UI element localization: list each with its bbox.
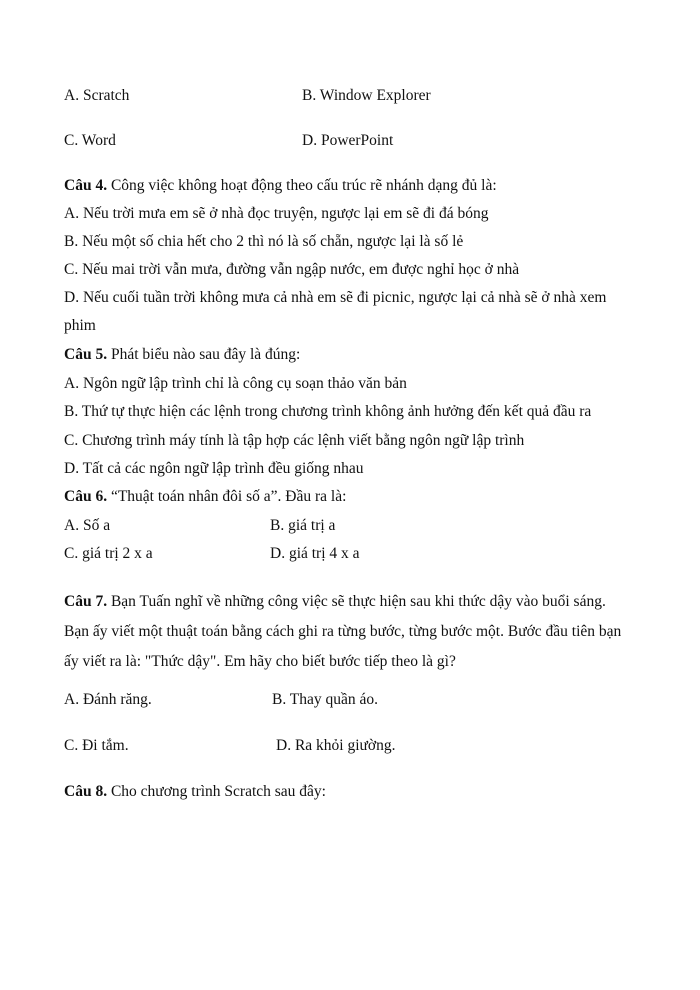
q7-option-a: A. Đánh răng.: [64, 691, 152, 708]
q3-option-c: C. Word: [64, 132, 116, 149]
q5-option-d: D. Tất cả các ngôn ngữ lập trình đều giống nhau: [64, 460, 364, 477]
q6-option-a: A. Số a: [64, 517, 111, 534]
q5-option-b: B. Thứ tự thực hiện các lệnh trong chương trình không ảnh hưởng đến kết quả đầu ra: [64, 403, 592, 420]
q8-text: Cho chương trình Scratch sau đây:: [107, 783, 326, 800]
q5-label: Câu 5.: [64, 346, 108, 363]
q6-option-c: C. giá trị 2 x a: [64, 545, 153, 562]
q4-option-d-cont: phim: [64, 317, 96, 334]
q5-option-c: C. Chương trình máy tính là tập hợp các lệnh viết bằng ngôn ngữ lập trình: [64, 432, 525, 449]
q4-question: [64, 176, 497, 196]
q5-text: Phát biểu nào sau đây là đúng:: [107, 346, 301, 363]
q7-label: Câu 7.: [64, 593, 108, 610]
q4-option-b: B. Nếu một số chia hết cho 2 thì nó là số chẵn, ngược lại là số lẻ: [64, 233, 464, 250]
q6-option-b: B. giá trị a: [270, 517, 336, 534]
q7-option-b: B. Thay quần áo.: [272, 691, 379, 708]
q8-label: Câu 8.: [64, 783, 108, 800]
q7-text-line3: ấy viết ra là: "Thức dậy". Em hãy cho biết bước tiếp theo là gì?: [64, 653, 456, 670]
q6-label: Câu 6.: [64, 488, 108, 505]
q5-option-a: A. Ngôn ngữ lập trình chỉ là công cụ soạn thảo văn bản: [64, 375, 407, 392]
q7-text-line1: Bạn Tuấn nghĩ về những công việc sẽ thực hiện sau khi thức dậy vào buổi sáng.: [107, 593, 606, 610]
q4-label: Câu 4.: [64, 177, 108, 194]
q6-question: [64, 487, 346, 507]
q6-text: “Thuật toán nhân đôi số a”. Đầu ra là:: [107, 488, 347, 505]
q7-option-c: C. Đi tắm.: [64, 737, 129, 754]
q8-question: [64, 782, 326, 802]
q7-text-line2: Bạn ấy viết một thuật toán bằng cách ghi ra từng bước, từng bước một. Bước đầu tiên bạn: [64, 623, 622, 640]
q4-option-d: D. Nếu cuối tuần trời không mưa cả nhà em sẽ đi picnic, ngược lại cả nhà sẽ ở nhà xem: [64, 289, 607, 306]
q6-option-d: D. giá trị 4 x a: [270, 545, 360, 562]
q4-option-c: C. Nếu mai trời vẫn mưa, đường vẫn ngập nước, em được nghỉ học ở nhà: [64, 261, 520, 278]
q3-option-d: D. PowerPoint: [302, 132, 394, 149]
q4-text: Công việc không hoạt động theo cấu trúc rẽ nhánh dạng đủ là:: [107, 177, 497, 194]
q4-option-a: A. Nếu trời mưa em sẽ ở nhà đọc truyện, ngược lại em sẽ đi đá bóng: [64, 205, 489, 222]
q3-option-a: A. Scratch: [64, 87, 130, 104]
q5-question: [64, 345, 300, 365]
q3-option-b: B. Window Explorer: [302, 87, 431, 104]
q7-option-d: D. Ra khỏi giường.: [276, 737, 396, 754]
q7-question: [64, 592, 606, 612]
